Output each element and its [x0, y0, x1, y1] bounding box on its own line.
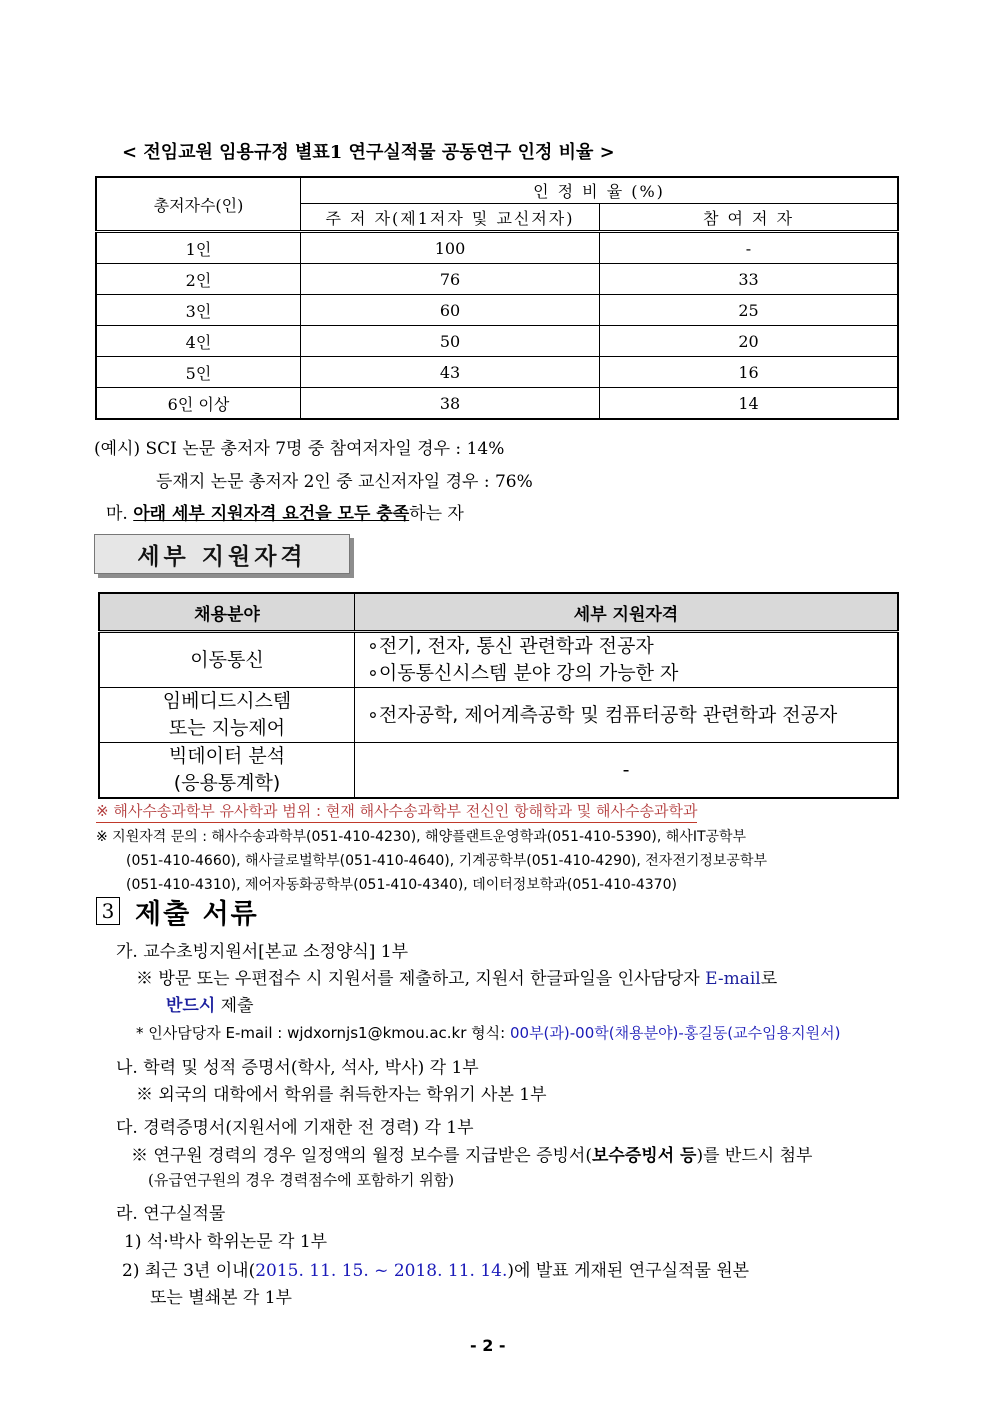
cell-qualifications	[355, 632, 899, 688]
table-row	[99, 688, 898, 743]
ga-contact	[136, 1022, 840, 1043]
cell-authors: 6인 이상	[96, 388, 301, 420]
page-number: - 2 -	[470, 1336, 506, 1355]
example-line-2: 등재지 논문 총저자 2인 중 교신저자일 경우 : 76%	[156, 472, 533, 492]
section-number: 3	[96, 897, 120, 925]
ra-item-2	[122, 1256, 749, 1281]
cell-part: 20	[600, 326, 899, 357]
cell-main: 100	[301, 232, 600, 264]
cell-field	[99, 688, 355, 743]
cell-qualifications	[355, 743, 899, 799]
col-header-qualifications: 세부 지원자격	[355, 593, 899, 632]
note-contact-line-3: (051-410-4310), 제어자동화공학부(051-410-4340), 데이터정보학과(051-410-4370)	[126, 877, 677, 893]
qual-line: ∘이동통신시스템 분야 강의 가능한 자	[367, 662, 679, 684]
table-row	[96, 326, 898, 357]
cell-main: 43	[301, 357, 600, 388]
item-da: 다. 경력증명서(지원서에 기재한 전 경력) 각 1부	[116, 1118, 474, 1138]
cell-qualifications	[355, 688, 899, 743]
table-row	[96, 388, 898, 420]
da-note-text: ※ 연구원 경력의 경우 일정액의 월정 보수를 지급받은 증빙서(	[131, 1146, 592, 1166]
field-line: 이동통신	[190, 648, 264, 671]
section-title-documents: 제출 서류	[135, 899, 259, 930]
note-similar-departments: ※ 해사수송과학부 유사학과 범위 : 현재 해사수송과학부 전신인 항해학과 및 해사수송과학과	[96, 800, 697, 823]
table1-title: < 전임교원 임용규정 별표1 연구실적물 공동연구 인정 비율 >	[122, 142, 615, 163]
da-note-suffix: )를 반드시 첨부	[696, 1146, 813, 1166]
section-heading-detail-qualifications: 세부 지원자격	[94, 534, 350, 574]
cell-main: 38	[301, 388, 600, 420]
da-note	[131, 1141, 812, 1166]
ma-suffix: 하는 자	[409, 504, 464, 524]
example-line-1: (예시) SCI 논문 총저자 7명 중 참여저자일 경우 : 14%	[94, 439, 505, 459]
ra-item-2-dates: 2015. 11. 15. ~ 2018. 11. 14.	[255, 1261, 508, 1281]
col-header-field: 채용분야	[99, 593, 355, 632]
ga-note-1	[136, 964, 777, 989]
ra-item-1: 1) 석·박사 학위논문 각 1부	[124, 1232, 328, 1252]
cell-part: 16	[600, 357, 899, 388]
cell-part: 33	[600, 264, 899, 295]
cell-field	[99, 632, 355, 688]
cell-authors: 5인	[96, 357, 301, 388]
ga-note-email: E-mail	[705, 969, 761, 989]
cell-main: 60	[301, 295, 600, 326]
ga-note-2	[166, 991, 254, 1016]
cell-main: 76	[301, 264, 600, 295]
ga-contact-format: 00부(과)-00학(채용분야)-홍길동(교수임용지원서)	[509, 1024, 841, 1042]
table-row	[96, 357, 898, 388]
cell-field	[99, 743, 355, 799]
note-contact-line-2: (051-410-4660), 해사글로벌학부(051-410-4640), 기계공학부(051-410-4290), 전자전기정보공학부	[126, 853, 768, 869]
cell-main: 50	[301, 326, 600, 357]
cell-authors: 2인	[96, 264, 301, 295]
ga-note-text: ※ 방문 또는 우편접수 시 지원서를 제출하고, 지원서 한글파일을 인사담당자	[136, 969, 706, 989]
qualifications-table	[98, 592, 899, 799]
col-header-participant: 참 여 저 자	[600, 204, 899, 232]
ga-contact-text: * 인사담당자 E-mail : wjdxornjs1@kmou.ac.kr 형식:	[136, 1024, 510, 1042]
table-row	[99, 632, 898, 688]
qual-line: ∘전기, 전자, 통신 관련학과 전공자	[367, 635, 654, 657]
col-header-main-author: 주 저 자(제1저자 및 교신저자)	[301, 204, 600, 232]
item-na: 나. 학력 및 성적 증명서(학사, 석사, 박사) 각 1부	[116, 1058, 479, 1078]
ma-emphasis: 아래 세부 지원자격 요건을 모두 충족	[133, 504, 410, 524]
ma-prefix: 마.	[106, 504, 134, 524]
ra-item-2-text: 2) 최근 3년 이내(	[122, 1261, 256, 1281]
field-line: (응용통계학)	[173, 772, 281, 794]
cell-authors: 3인	[96, 295, 301, 326]
ra-item-2-suffix: )에 발표 게재된 연구실적물 원본	[507, 1261, 750, 1281]
ga-note-submit: 제출	[215, 996, 254, 1016]
table-row	[99, 743, 898, 799]
table-row	[96, 264, 898, 295]
cell-authors: 1인	[96, 232, 301, 264]
cell-authors: 4인	[96, 326, 301, 357]
ga-note-must: 반드시	[166, 996, 216, 1016]
table-row	[96, 232, 898, 264]
da-note-2: (유급연구원의 경우 경력점수에 포함하기 위함)	[148, 1171, 455, 1189]
cell-part: 25	[600, 295, 899, 326]
qual-line: ∘전자공학, 제어계측공학 및 컴퓨터공학 관련학과 전공자	[367, 703, 838, 726]
table-row	[96, 295, 898, 326]
note-contact-line-1: ※ 지원자격 문의 : 해사수송과학부(051-410-4230), 해양플랜트운영학과(051-410-5390), 해사IT공학부	[96, 829, 747, 845]
da-note-bold: 보수증빙서 등	[592, 1146, 697, 1166]
field-line: 빅데이터 분석	[168, 745, 286, 767]
cell-part: -	[600, 232, 899, 264]
item-ga: 가. 교수초빙지원서[본교 소정양식] 1부	[116, 942, 409, 962]
item-ra: 라. 연구실적물	[116, 1204, 226, 1224]
col-header-ratio: 인 정 비 율 (%)	[301, 177, 899, 204]
field-line: 임베디드시스템	[162, 690, 292, 712]
ga-note-suffix: 로	[760, 969, 778, 989]
cell-part: 14	[600, 388, 899, 420]
col-header-authors: 총저자수(인)	[96, 177, 301, 232]
requirement-ma	[106, 499, 464, 524]
na-note: ※ 외국의 대학에서 학위를 취득한자는 학위기 사본 1부	[136, 1085, 547, 1105]
coauthor-ratio-table	[95, 176, 899, 420]
qual-line: -	[622, 758, 630, 781]
ra-item-2-cont: 또는 별쇄본 각 1부	[150, 1288, 292, 1308]
field-line: 또는 지능제어	[168, 717, 286, 739]
